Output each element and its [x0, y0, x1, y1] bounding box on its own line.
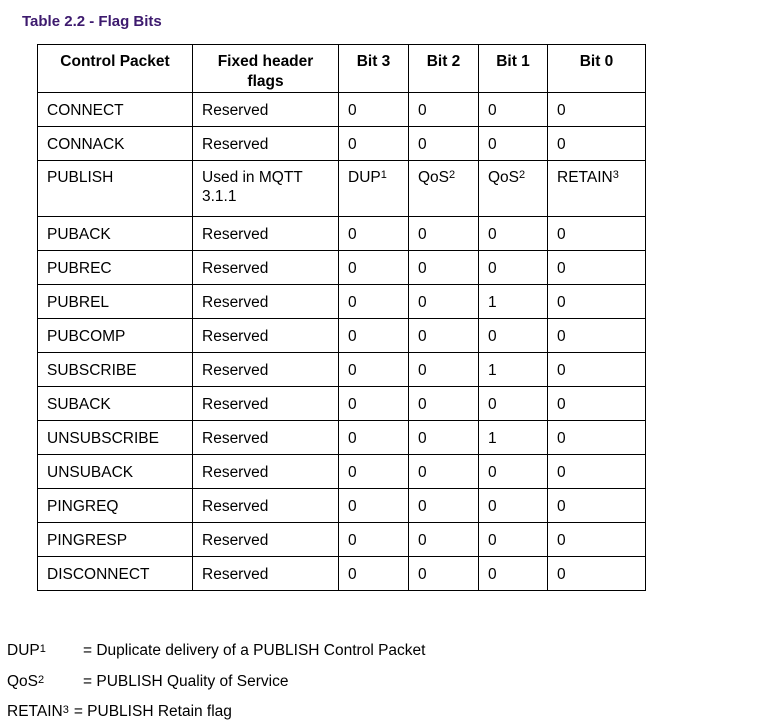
header-row: [38, 45, 646, 93]
bit-1-value: 0: [479, 523, 548, 557]
fixed-header-flags: Reserved: [193, 217, 339, 251]
table-row: [38, 319, 646, 353]
bit-2-value: 0: [409, 251, 479, 285]
footnote-marker: 1: [380, 169, 387, 181]
bit-3-value: 0: [339, 557, 409, 591]
footnote-marker: 2: [519, 169, 526, 181]
table-row: [38, 489, 646, 523]
table-row: [38, 127, 646, 161]
bit-3-value: 0: [339, 523, 409, 557]
footnote-definition: = PUBLISH Retain flag: [73, 703, 232, 720]
bit-0-value: 0: [548, 319, 646, 353]
packet-name: SUBSCRIBE: [38, 353, 193, 387]
bit-1-value: 0: [479, 217, 548, 251]
bit-0-value: 0: [548, 217, 646, 251]
header-fixed-header-flags: Fixed header flags: [193, 45, 339, 93]
header-bit-1: Bit 1: [479, 45, 548, 93]
bit-0-value: 0: [548, 251, 646, 285]
bit-1-value: 0: [479, 557, 548, 591]
footnote-qos: [7, 667, 425, 698]
packet-name: PUBREL: [38, 285, 193, 319]
packet-name: PUBACK: [38, 217, 193, 251]
table-row: [38, 455, 646, 489]
table-row: [38, 93, 646, 127]
bit-3-value: [339, 161, 409, 217]
fixed-header-flags: Reserved: [193, 93, 339, 127]
footnote-dup: [7, 636, 425, 667]
footnote-definition: = PUBLISH Quality of Service: [83, 672, 289, 690]
bit-1-value: 0: [479, 489, 548, 523]
bit-1-value: 1: [479, 353, 548, 387]
bit-1-value: 0: [479, 251, 548, 285]
footnote-term: [7, 636, 83, 667]
packet-name: PUBREC: [38, 251, 193, 285]
footnote-marker: 1: [39, 643, 46, 655]
bit-1-value: 0: [479, 93, 548, 127]
bit-1-value: 0: [479, 127, 548, 161]
fixed-header-flags: Reserved: [193, 387, 339, 421]
bit-3-value: 0: [339, 251, 409, 285]
table-row: [38, 523, 646, 557]
table-row: [38, 387, 646, 421]
fixed-header-flags: Reserved: [193, 489, 339, 523]
packet-name: CONNACK: [38, 127, 193, 161]
header-bit-0: Bit 0: [548, 45, 646, 93]
packet-name: PINGREQ: [38, 489, 193, 523]
bit-0-value: 0: [548, 455, 646, 489]
bit-0-value: 0: [548, 285, 646, 319]
dup-label: DUP: [348, 169, 381, 186]
header-bit-3: Bit 3: [339, 45, 409, 93]
term-text: RETAIN: [7, 703, 63, 720]
table-row: [38, 217, 646, 251]
fixed-header-flags: Reserved: [193, 285, 339, 319]
bit-2-value: 0: [409, 557, 479, 591]
packet-name: CONNECT: [38, 93, 193, 127]
fixed-header-flags: Reserved: [193, 421, 339, 455]
header-bit-2: Bit 2: [409, 45, 479, 93]
bit-3-value: 0: [339, 285, 409, 319]
footnote-marker: 3: [62, 704, 69, 716]
bit-0-value: 0: [548, 523, 646, 557]
footnote-marker: 3: [612, 169, 619, 181]
bit-3-value: 0: [339, 455, 409, 489]
bit-0-value: [548, 161, 646, 217]
bit-2-value: 0: [409, 127, 479, 161]
table-row: [38, 421, 646, 455]
bit-3-value: 0: [339, 127, 409, 161]
bit-2-value: [409, 161, 479, 217]
table-row: [38, 251, 646, 285]
term-text: QoS: [7, 672, 39, 690]
table-row: [38, 557, 646, 591]
bit-0-value: 0: [548, 387, 646, 421]
bit-2-value: 0: [409, 387, 479, 421]
bit-2-value: 0: [409, 93, 479, 127]
term-text: DUP: [7, 642, 40, 659]
packet-name: UNSUBACK: [38, 455, 193, 489]
bit-0-value: 0: [548, 127, 646, 161]
fixed-header-flags: Reserved: [193, 251, 339, 285]
header-control-packet: Control Packet: [38, 45, 193, 93]
table-row-publish: [38, 161, 646, 217]
footnote-marker: 2: [38, 673, 45, 686]
packet-name: PUBLISH: [38, 161, 193, 217]
footnote-marker: 2: [449, 169, 456, 181]
bit-2-value: 0: [409, 421, 479, 455]
bit-3-value: 0: [339, 217, 409, 251]
fixed-header-flags: Used in MQTT 3.1.1: [193, 161, 339, 217]
fixed-header-flags: Reserved: [193, 455, 339, 489]
packet-name: PINGRESP: [38, 523, 193, 557]
bit-0-value: 0: [548, 93, 646, 127]
qos-label: QoS: [418, 169, 450, 186]
bit-2-value: 0: [409, 319, 479, 353]
bit-3-value: 0: [339, 421, 409, 455]
bit-0-value: 0: [548, 557, 646, 591]
bit-2-value: 0: [409, 353, 479, 387]
bit-1-value: 1: [479, 285, 548, 319]
bit-2-value: 0: [409, 217, 479, 251]
bit-1-value: 0: [479, 319, 548, 353]
bit-3-value: 0: [339, 93, 409, 127]
qos-label: QoS: [488, 169, 520, 186]
bit-2-value: 0: [409, 285, 479, 319]
packet-name: UNSUBSCRIBE: [38, 421, 193, 455]
packet-name: PUBCOMP: [38, 319, 193, 353]
fixed-header-flags: Reserved: [193, 127, 339, 161]
footnote-definition: = Duplicate delivery of a PUBLISH Control Packet: [83, 642, 426, 659]
table-caption: Table 2.2 - Flag Bits: [22, 13, 162, 30]
footnote-term: [7, 667, 83, 698]
bit-2-value: 0: [409, 523, 479, 557]
bit-1-value: 1: [479, 421, 548, 455]
bit-3-value: 0: [339, 387, 409, 421]
table-row: [38, 285, 646, 319]
bit-0-value: 0: [548, 421, 646, 455]
retain-label: RETAIN: [557, 169, 613, 186]
bit-1-value: [479, 161, 548, 217]
packet-name: DISCONNECT: [38, 557, 193, 591]
bit-1-value: 0: [479, 455, 548, 489]
flag-bits-table: [37, 44, 646, 591]
fixed-header-flags: Reserved: [193, 523, 339, 557]
table-row: [38, 353, 646, 387]
bit-1-value: 0: [479, 387, 548, 421]
bit-0-value: 0: [548, 489, 646, 523]
fixed-header-flags: Reserved: [193, 557, 339, 591]
packet-name: SUBACK: [38, 387, 193, 421]
bit-0-value: 0: [548, 353, 646, 387]
bit-2-value: 0: [409, 455, 479, 489]
bit-3-value: 0: [339, 319, 409, 353]
fixed-header-flags: Reserved: [193, 353, 339, 387]
bit-2-value: 0: [409, 489, 479, 523]
bit-3-value: 0: [339, 489, 409, 523]
fixed-header-flags: Reserved: [193, 319, 339, 353]
bit-3-value: 0: [339, 353, 409, 387]
footnotes: [7, 636, 425, 728]
